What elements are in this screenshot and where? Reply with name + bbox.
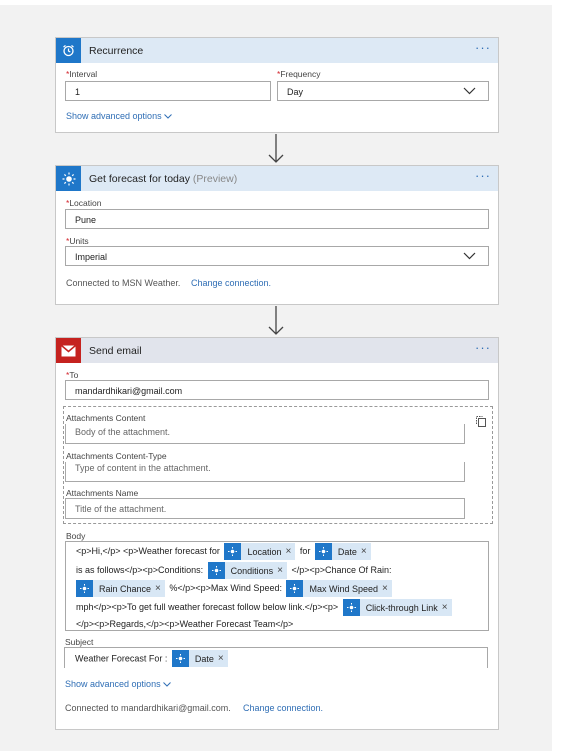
body-line-5: </p><p>Regards,</p><p>Weather Forecast Team</p> <box>76 619 294 629</box>
weather-token-icon <box>172 650 189 667</box>
subject-input[interactable]: Weather Forecast For : Date × <box>64 647 488 668</box>
weather-token-icon <box>224 543 241 560</box>
frequency-select[interactable] <box>277 81 489 101</box>
more-options-icon[interactable]: ··· <box>475 168 491 183</box>
attachments-content-type-input[interactable]: Type of content in the attachment. <box>65 462 465 482</box>
card-title: Recurrence <box>89 44 144 57</box>
send-email-card <box>55 337 499 730</box>
remove-token-icon[interactable]: × <box>277 565 283 576</box>
weather-token-icon <box>343 599 360 616</box>
to-label: *To <box>66 370 79 380</box>
show-advanced-options-link[interactable]: Show advanced options <box>65 679 171 689</box>
weather-token-icon <box>286 580 303 597</box>
remove-token-icon[interactable]: × <box>441 602 448 613</box>
chevron-down-icon <box>463 87 476 95</box>
subject-label: Subject <box>65 637 94 647</box>
remove-token-icon[interactable]: × <box>285 546 292 557</box>
units-value: Imperial <box>75 252 108 262</box>
change-connection-link[interactable]: Change connection. <box>243 703 324 713</box>
chevron-down-icon <box>463 252 476 260</box>
conditions-token[interactable]: Conditions × <box>208 562 287 579</box>
remove-token-icon[interactable]: × <box>382 583 388 594</box>
change-connection-link[interactable]: Change connection. <box>191 278 272 288</box>
forecast-header[interactable] <box>56 166 498 191</box>
interval-label: *Interval <box>66 69 98 79</box>
subject-date-token[interactable]: Date × <box>172 650 228 667</box>
gmail-icon <box>56 338 81 363</box>
card-title: Send email <box>89 344 142 357</box>
flow-arrow-icon <box>267 306 285 337</box>
body-line-2: is as follows</p><p>Conditions: Conditions × </p><p>Chance Of Rain: <box>76 562 392 579</box>
location-input[interactable]: Pune <box>65 209 489 229</box>
location-token[interactable]: Location × <box>224 543 295 560</box>
connection-note: Connected to mandardhikari@gmail.com. <box>65 703 231 713</box>
units-select[interactable] <box>65 246 489 266</box>
units-label: *Units <box>66 236 89 246</box>
forecast-card <box>55 165 499 305</box>
chevron-down-icon <box>163 682 171 687</box>
chevron-down-icon <box>164 114 172 119</box>
to-input[interactable]: mandardhikari@gmail.com <box>65 380 489 400</box>
attachments-content-input[interactable]: Body of the attachment. <box>65 424 465 444</box>
sun-icon <box>56 166 81 191</box>
alarm-clock-icon <box>56 38 81 63</box>
more-options-icon[interactable]: ··· <box>475 340 491 355</box>
location-label: *Location <box>66 198 102 208</box>
body-line-4: mph</p><p>To get full weather forecast follow below link.</p><p> Click-through Link × <box>76 599 454 616</box>
interval-input[interactable]: 1 <box>65 81 271 101</box>
send-email-header[interactable] <box>56 338 498 363</box>
frequency-label: *Frequency <box>277 69 321 79</box>
copy-icon[interactable] <box>475 415 487 428</box>
weather-token-icon <box>208 562 225 579</box>
weather-token-icon <box>315 543 332 560</box>
max-wind-speed-token[interactable]: Max Wind Speed × <box>286 580 391 597</box>
body-label: Body <box>66 531 86 541</box>
show-advanced-options-link[interactable]: Show advanced options <box>66 111 172 121</box>
more-options-icon[interactable]: ··· <box>475 40 491 55</box>
frequency-value: Day <box>287 87 304 97</box>
attachments-content-label: Attachments Content <box>66 413 146 423</box>
recurrence-header[interactable] <box>56 38 498 63</box>
remove-token-icon[interactable]: × <box>217 653 224 664</box>
connection-note: Connected to MSN Weather. <box>66 278 181 288</box>
remove-token-icon[interactable]: × <box>360 546 367 557</box>
attachments-content-type-label: Attachments Content-Type <box>66 451 167 461</box>
card-title: Get forecast for today (Preview) <box>89 172 238 185</box>
rain-chance-token[interactable]: Rain Chance × <box>76 580 165 597</box>
click-through-link-token[interactable]: Click-through Link × <box>343 599 452 616</box>
body-line-3: Rain Chance × %</p><p>Max Wind Speed: Max Wind Speed × <box>76 580 394 597</box>
remove-token-icon[interactable]: × <box>155 583 161 594</box>
body-line-1: <p>Hi,</p> <p>Weather forecast for Location × for Date × <box>76 543 373 560</box>
date-token[interactable]: Date × <box>315 543 371 560</box>
attachments-name-input[interactable]: Title of the attachment. <box>65 498 465 519</box>
recurrence-card <box>55 37 499 133</box>
attachments-name-label: Attachments Name <box>66 488 139 498</box>
weather-token-icon <box>76 580 93 597</box>
flow-arrow-icon <box>267 134 285 165</box>
